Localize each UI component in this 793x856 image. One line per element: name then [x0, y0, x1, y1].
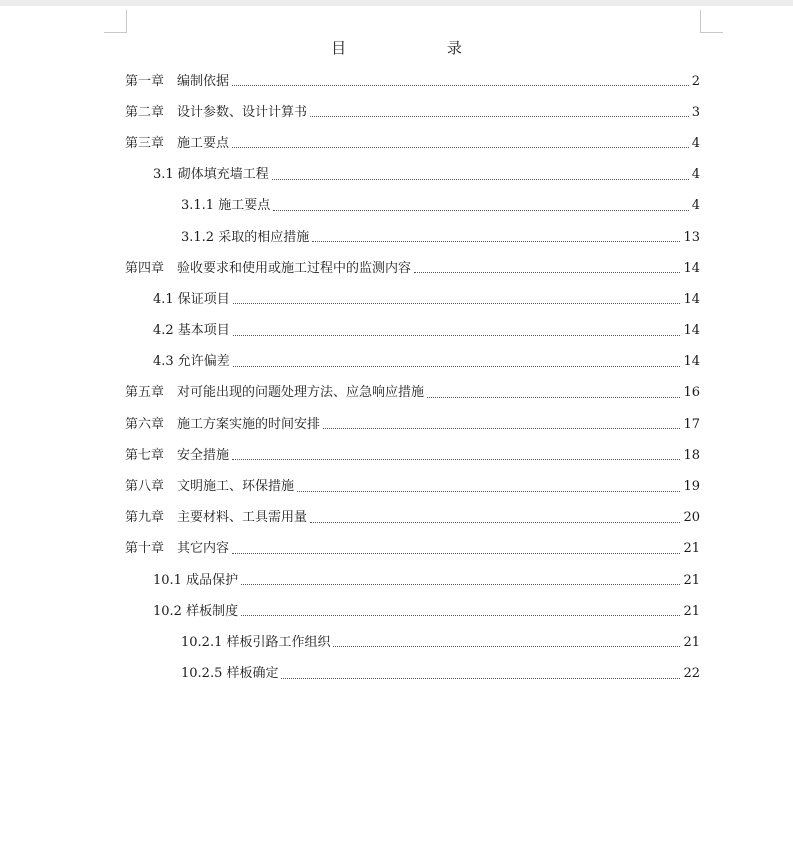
toc-dot-leader — [427, 397, 680, 398]
toc-entry-page-number: 21 — [683, 634, 700, 650]
toc-entry-label: 第二章 设计参数、设计计算书 — [125, 104, 308, 120]
toc-entry-label: 3.1.1 施工要点 — [181, 198, 271, 214]
toc-entry-label: 第四章 验收要求和使用或施工过程中的监测内容 — [125, 260, 412, 276]
toc-dot-leader — [272, 179, 689, 180]
margin-corner-mark-right — [700, 10, 723, 33]
toc-entry-page-number: 21 — [683, 572, 700, 588]
toc-entry-page-number: 14 — [683, 323, 700, 339]
toc-entry-page-number: 22 — [683, 666, 700, 682]
toc-entry[interactable] — [125, 347, 700, 378]
toc-entry-page-number: 14 — [683, 260, 700, 276]
toc-entry-page-number: 4 — [691, 167, 700, 183]
toc-dot-leader — [232, 553, 680, 554]
toc-entry-page-number: 21 — [683, 541, 700, 557]
toc-entry-label: 第九章 主要材料、工具需用量 — [125, 510, 308, 526]
toc-dot-leader — [232, 459, 680, 460]
toc-dot-leader — [281, 678, 680, 679]
toc-entry-page-number: 20 — [683, 510, 700, 526]
toc-entry-label: 4.1 保证项目 — [153, 291, 230, 307]
toc-dot-leader — [232, 147, 689, 148]
toc-list — [125, 66, 700, 690]
toc-entry-page-number: 4 — [691, 198, 700, 214]
toc-entry-label: 3.1.2 采取的相应措施 — [181, 229, 310, 245]
toc-entry[interactable] — [125, 378, 700, 409]
toc-entry-page-number: 21 — [683, 603, 700, 619]
toc-entry-label: 3.1 砌体填充墙工程 — [153, 167, 269, 183]
toc-dot-leader — [233, 335, 681, 336]
toc-entry[interactable] — [125, 565, 700, 596]
toc-entry-label: 10.2 样板制度 — [153, 603, 239, 619]
toc-entry[interactable] — [125, 627, 700, 658]
toc-entry-page-number: 4 — [691, 135, 700, 151]
toc-dot-leader — [333, 646, 680, 647]
toc-dot-leader — [312, 241, 680, 242]
toc-entry[interactable] — [125, 440, 700, 471]
toc-entry[interactable] — [125, 471, 700, 502]
toc-entry-page-number: 19 — [683, 479, 700, 495]
toc-entry[interactable] — [125, 284, 700, 315]
toc-entry-page-number: 14 — [683, 354, 700, 370]
margin-corner-mark-left — [104, 10, 127, 33]
toc-entry[interactable] — [125, 534, 700, 565]
toc-entry-label: 第八章 文明施工、环保措施 — [125, 479, 295, 495]
toc-entry-label: 第三章 施工要点 — [125, 135, 230, 151]
toc-entry[interactable] — [125, 659, 700, 690]
toc-entry[interactable] — [125, 409, 700, 440]
toc-entry-page-number: 16 — [683, 385, 700, 401]
toc-entry[interactable] — [125, 191, 700, 222]
toc-entry[interactable] — [125, 97, 700, 128]
toc-entry-page-number: 14 — [683, 291, 700, 307]
toc-entry[interactable] — [125, 128, 700, 159]
toc-entry-label: 10.2.5 样板确定 — [181, 666, 279, 682]
toc-dot-leader — [233, 366, 681, 367]
toc-dot-leader — [323, 428, 680, 429]
toc-entry-label: 第六章 施工方案实施的时间安排 — [125, 416, 321, 432]
toc-entry-label: 第十章 其它内容 — [125, 541, 230, 557]
toc-dot-leader — [310, 116, 689, 117]
toc-entry-label: 10.2.1 样板引路工作组织 — [181, 634, 331, 650]
toc-entry-label: 第一章 编制依据 — [125, 73, 230, 89]
toc-entry[interactable] — [125, 596, 700, 627]
toc-entry[interactable] — [125, 503, 700, 534]
toc-entry-label: 10.1 成品保护 — [153, 572, 239, 588]
toc-entry-page-number: 3 — [691, 104, 700, 120]
toc-entry[interactable] — [125, 160, 700, 191]
toc-title: 目 录 — [331, 39, 510, 57]
toc-dot-leader — [241, 615, 680, 616]
toc-entry[interactable] — [125, 316, 700, 347]
toc-dot-leader — [233, 303, 681, 304]
toc-entry[interactable] — [125, 222, 700, 253]
toc-entry-page-number: 18 — [683, 447, 700, 463]
toc-dot-leader — [414, 272, 680, 273]
toc-entry-page-number: 17 — [683, 416, 700, 432]
toc-entry-label: 第五章 对可能出现的问题处理方法、应急响应措施 — [125, 385, 425, 401]
toc-entry[interactable] — [125, 66, 700, 97]
toc-entry[interactable] — [125, 253, 700, 284]
toc-entry-page-number: 2 — [691, 73, 700, 89]
toc-entry-label: 4.3 允许偏差 — [153, 354, 230, 370]
toc-entry-label: 4.2 基本项目 — [153, 323, 230, 339]
toc-dot-leader — [241, 584, 680, 585]
toc-dot-leader — [297, 491, 680, 492]
toc-dot-leader — [273, 210, 689, 211]
toc-dot-leader — [232, 85, 689, 86]
toc-dot-leader — [310, 522, 680, 523]
toc-entry-label: 第七章 安全措施 — [125, 447, 230, 463]
toc-entry-page-number: 13 — [683, 229, 700, 245]
page-top-edge — [0, 0, 793, 6]
